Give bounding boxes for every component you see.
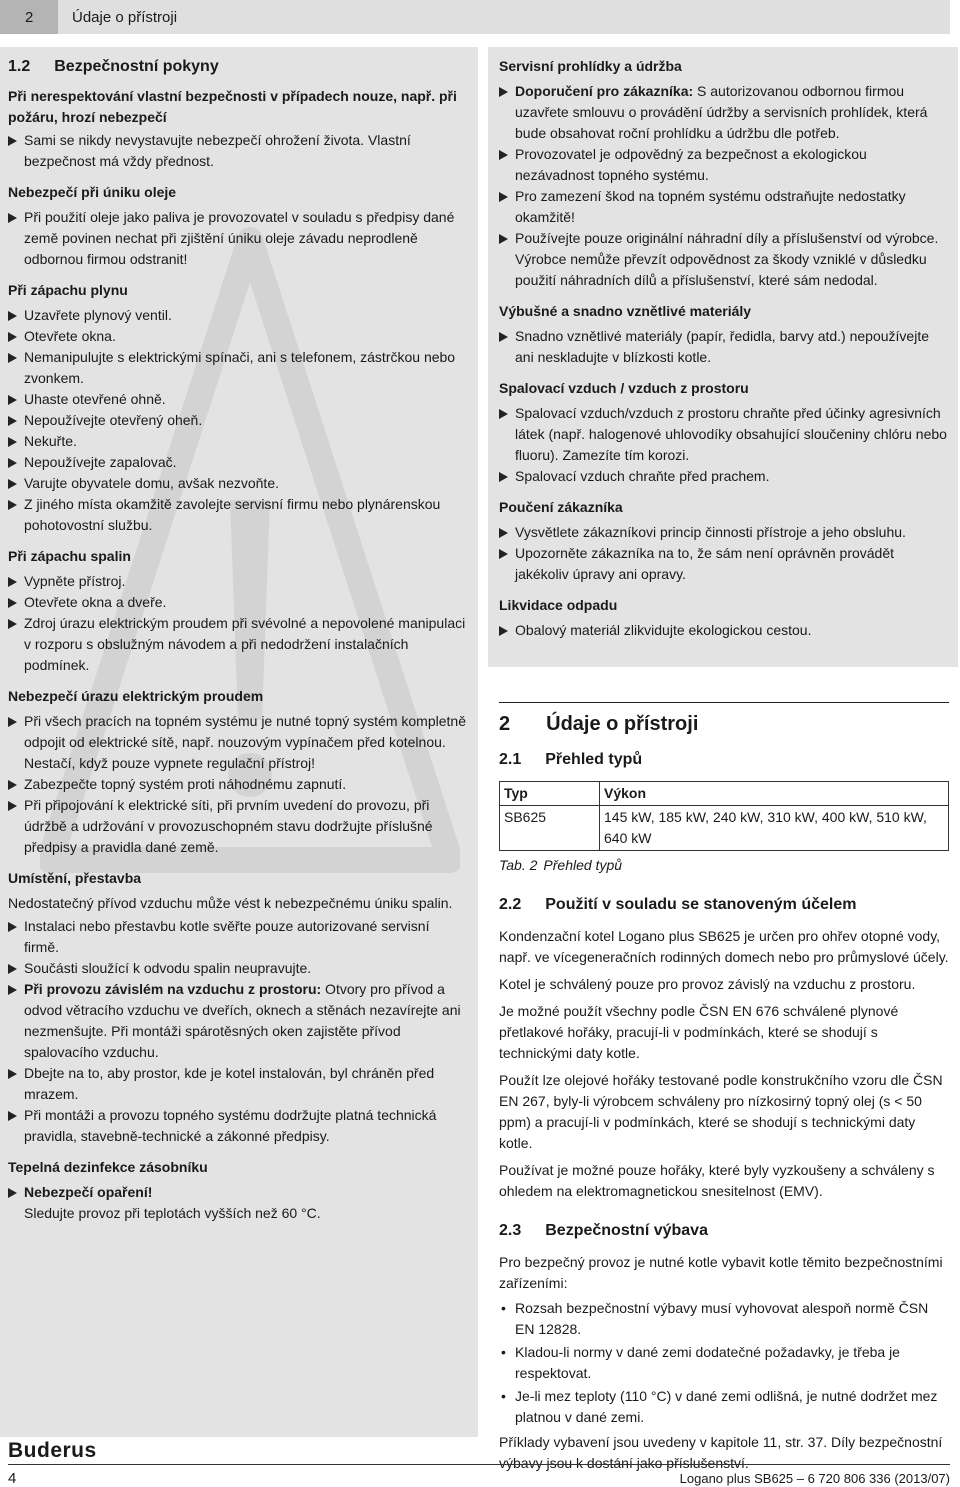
intro-list xyxy=(8,130,468,172)
list-item: Dbejte na to, aby prostor, kde je kotel instalován, byl chráněn před mrazem. xyxy=(8,1063,468,1105)
list-item: Při všech pracích na topném systému je nutné topný systém kompletně odpojit od elektrické sítě, např. nouzovým vypínačem před kotelnou. Nestačí, když pouze vypnete regulační přístroj! xyxy=(8,711,468,774)
chapter-number: 2 xyxy=(499,713,511,735)
section-title: Použití v souladu se stanoveným účelem xyxy=(545,896,857,913)
header-chapter-number: 2 xyxy=(0,0,58,34)
paragraph: Je možné použít všechny podle ČSN EN 676 schválené plynové přetlakové hořáky, pracují-li v podmínkách, které se shodují s technickými daty kotle. xyxy=(499,1003,899,1061)
paragraph: Kotel je schválený pouze pro provoz závislý na vzduchu z prostoru. xyxy=(499,976,916,992)
section-number: 1.2 xyxy=(8,58,31,75)
list-item: Nekuřte. xyxy=(8,431,468,452)
page-header xyxy=(0,0,950,34)
header-chapter-title: Údaje o přístroji xyxy=(72,8,178,26)
list-item: • Kladou-li normy v dané zemi dodatečné požadavky, je třeba je respektovat. xyxy=(499,1342,949,1384)
oil-heading: Nebezpečí při úniku oleje xyxy=(8,184,177,200)
section-number: 2.3 xyxy=(499,1222,522,1239)
electric-heading: Nebezpečí úrazu elektrickým proudem xyxy=(8,688,264,704)
caption-text: Přehled typů xyxy=(543,857,623,873)
list-item: Při montáži a provozu topného systému dodržujte platná technická pravidla, stavebně-technické a zákonné předpisy. xyxy=(8,1105,468,1147)
placement-list xyxy=(8,916,468,1147)
list-item: Součásti sloužící k odvodu spalin neupravujte. xyxy=(8,958,468,979)
section-title: Přehled typů xyxy=(545,751,643,768)
waste-list xyxy=(499,620,949,641)
list-item: Nepoužívejte otevřený oheň. xyxy=(8,410,468,431)
right-column xyxy=(499,56,949,641)
paragraph: Používat je možné pouze hořáky, které byly vyzkoušeny a schváleny s ohledem na elektromagnetickou snesitelnost (EMV). xyxy=(499,1162,935,1199)
caption-number: Tab. 2 xyxy=(499,857,538,873)
placement-intro: Nedostatečný přívod vzduchu může vést k nebezpečnému úniku spalin. xyxy=(8,895,453,911)
flue-heading: Při zápachu spalin xyxy=(8,548,131,564)
table-caption xyxy=(499,855,949,876)
paragraph: Pro bezpečný provoz je nutné kotle vybavit kotle těmito bezpečnostními zařízeními: xyxy=(499,1254,943,1291)
list-item: Zdroj úrazu elektrickým proudem při svévolné a nepovolené manipulaci v rozporu s obslužným návodem a při nedodržení instalačních podmínek. xyxy=(8,613,468,676)
section-heading-2-3 xyxy=(499,1220,949,1242)
gas-list xyxy=(8,305,468,536)
customer-list xyxy=(499,522,949,585)
list-item: Z jiného místa okamžitě zavolejte servisní firmu nebo plynárenskou pohotovostní službu. xyxy=(8,494,468,536)
list-item: Spalovací vzduch chraňte před prachem. xyxy=(499,466,949,487)
list-item: Uzavřete plynový ventil. xyxy=(8,305,468,326)
list-item: Provozovatel je odpovědný za bezpečnost a ekologickou nezávadnost topného systému. xyxy=(499,144,949,186)
table-cell: SB625 xyxy=(500,806,600,851)
section-number: 2.2 xyxy=(499,896,522,913)
list-item: Nemanipulujte s elektrickými spínači, ani s telefonem, zástrčkou nebo zvonkem. xyxy=(8,347,468,389)
section-heading-1-2 xyxy=(8,56,468,78)
list-item: Vysvětlete zákazníkovi princip činnosti přístroje a jeho obsluhu. xyxy=(499,522,949,543)
list-item: Zabezpečte topný systém proti náhodnému zapnutí. xyxy=(8,774,468,795)
list-item: Snadno vznětlivé materiály (papír, ředidla, barvy atd.) nepoužívejte ani neskladujte v blízkosti kotle. xyxy=(499,326,949,368)
list-item: Obalový materiál zlikvidujte ekologickou cestou. xyxy=(499,620,949,641)
customer-heading: Poučení zákazníka xyxy=(499,499,623,515)
air-heading: Spalovací vzduch / vzduch z prostoru xyxy=(499,380,749,396)
type-table xyxy=(499,781,949,851)
list-item: Při připojování k elektrické síti, při prvním uvedení do provozu, při údržbě a udržování v provozuschopném stavu dodržujte příslušné předpisy a pravidla dané země. xyxy=(8,795,468,858)
explosive-list xyxy=(499,326,949,368)
list-item: Nepoužívejte zapalovač. xyxy=(8,452,468,473)
paragraph: Příklady vybavení jsou uvedeny v kapitole 11, str. 37. Díly bezpečnostní výbavy jsou k dostání jako příslušenství. xyxy=(499,1434,943,1471)
electric-list xyxy=(8,711,468,858)
list-item: Instalaci nebo přestavbu kotle svěřte pouze autorizované servisní firmě. xyxy=(8,916,468,958)
section-heading-2-1 xyxy=(499,749,949,771)
service-list xyxy=(499,81,949,291)
table-header-row xyxy=(500,782,949,806)
document-reference: Logano plus SB625 – 6 720 806 336 (2013/07) xyxy=(679,1471,950,1486)
chapter-2-column xyxy=(499,690,949,1476)
list-item: Spalovací vzduch/vzduch z prostoru chraňte před účinky agresivních látek (např. halogenové uhlovodíky obsahující sloučeniny chlóru nebo fluoru). Zamezíte tím korozi. xyxy=(499,403,949,466)
list-item: Pro zamezení škod na topném systému odstraňujte nedostatky okamžitě! xyxy=(499,186,949,228)
list-item: • Je-li mez teploty (110 °C) v dané zemi odlišná, je nutné dodržet mez platnou v dané zemi. xyxy=(499,1386,949,1428)
section-title: Bezpečnostní výbava xyxy=(545,1222,708,1239)
list-item: Otevřete okna. xyxy=(8,326,468,347)
explosive-heading: Výbušné a snadno vznětlivé materiály xyxy=(499,303,752,319)
service-heading: Servisní prohlídky a údržba xyxy=(499,58,682,74)
list-item: Upozorněte zákazníka na to, že sám není oprávněn provádět jakékoliv úpravy ani opravy. xyxy=(499,543,949,585)
table-header-cell: Výkon xyxy=(600,782,949,806)
list-item: Doporučení pro zákazníka: S autorizovanou odbornou firmou uzavřete smlouvu o provádění údržby a servisních prohlídek, která bude obsahovat roční prohlídku a údržbu dle potřeb. xyxy=(499,81,949,144)
section-title: Bezpečnostní pokyny xyxy=(54,58,219,75)
section-number: 2.1 xyxy=(499,751,522,768)
flue-list xyxy=(8,571,468,676)
paragraph: Kondenzační kotel Logano plus SB625 je určen pro ohřev otopné vody, např. ve vícegeneračních rodinných domech nebo pro průmyslové účely. xyxy=(499,928,949,965)
table-row xyxy=(500,806,949,851)
chapter-heading xyxy=(499,702,949,737)
placement-heading: Umístění, přestavba xyxy=(8,870,142,886)
list-item: Sami se nikdy nevystavujte nebezpečí ohrožení života. Vlastní bezpečnost má vždy přednost. xyxy=(8,130,468,172)
chapter-title: Údaje o přístroji xyxy=(546,713,699,735)
list-item: • Rozsah bezpečnostní výbavy musí vyhovovat alespoň normě ČSN EN 12828. xyxy=(499,1298,949,1340)
thermal-heading: Tepelná dezinfekce zásobníku xyxy=(8,1159,208,1175)
list-item: Při použití oleje jako paliva je provozovatel v souladu s předpisy dané země povinen nechat při zjištění úniku oleje závadu neprodleně odbornou firmou odstranit! xyxy=(8,207,468,270)
list-item: Používejte pouze originální náhradní díly a příslušenství od výrobce. Výrobce nemůže převzít odpovědnost za škody vzniklé v důsledku použití náhradních dílů a příslušenství, které sám nedodal. xyxy=(499,228,949,291)
gas-heading: Při zápachu plynu xyxy=(8,282,128,298)
thermal-list xyxy=(8,1182,468,1224)
buderus-logo: Buderus xyxy=(8,1439,97,1462)
left-column xyxy=(8,56,468,1224)
list-item: Uhaste otevřené ohně. xyxy=(8,389,468,410)
table-header-cell: Typ xyxy=(500,782,600,806)
intro-bold: Při nerespektování vlastní bezpečnosti v případech nouze, např. při požáru, hrozí nebezpečí xyxy=(8,88,457,125)
list-item: Vypněte přístroj. xyxy=(8,571,468,592)
waste-heading: Likvidace odpadu xyxy=(499,597,618,613)
paragraph: Použít lze olejové hořáky testované podle konstrukčního vzoru dle ČSN EN 267, byly-li výrobcem schváleny pro nízkosirný topný olej (s < 50 ppm) a pracují-li v podmínkách, které se shodují s technickými daty kotle. xyxy=(499,1072,943,1151)
air-list xyxy=(499,403,949,487)
section-heading-2-2 xyxy=(499,894,949,916)
list-item: Otevřete okna a dveře. xyxy=(8,592,468,613)
list-item: Při provozu závislém na vzduchu z prostoru: Otvory pro přívod a odvod větracího vzduchu ve dveřích, oknech a stěnách nezavírejte ani nezmenšujte. Při montáži spárotěsných oken zajistěte přívod spalovacího vzduchu. xyxy=(8,979,468,1063)
safety-equipment-list xyxy=(499,1298,949,1428)
footer-divider xyxy=(8,1464,950,1465)
list-item: Nebezpečí opaření! Sledujte provoz při teplotách vyšších než 60 °C. xyxy=(8,1182,468,1224)
oil-list xyxy=(8,207,468,270)
page-number: 4 xyxy=(8,1470,17,1487)
list-item: Varujte obyvatele domu, avšak nezvoňte. xyxy=(8,473,468,494)
table-cell: 145 kW, 185 kW, 240 kW, 310 kW, 400 kW, 510 kW, 640 kW xyxy=(600,806,949,851)
